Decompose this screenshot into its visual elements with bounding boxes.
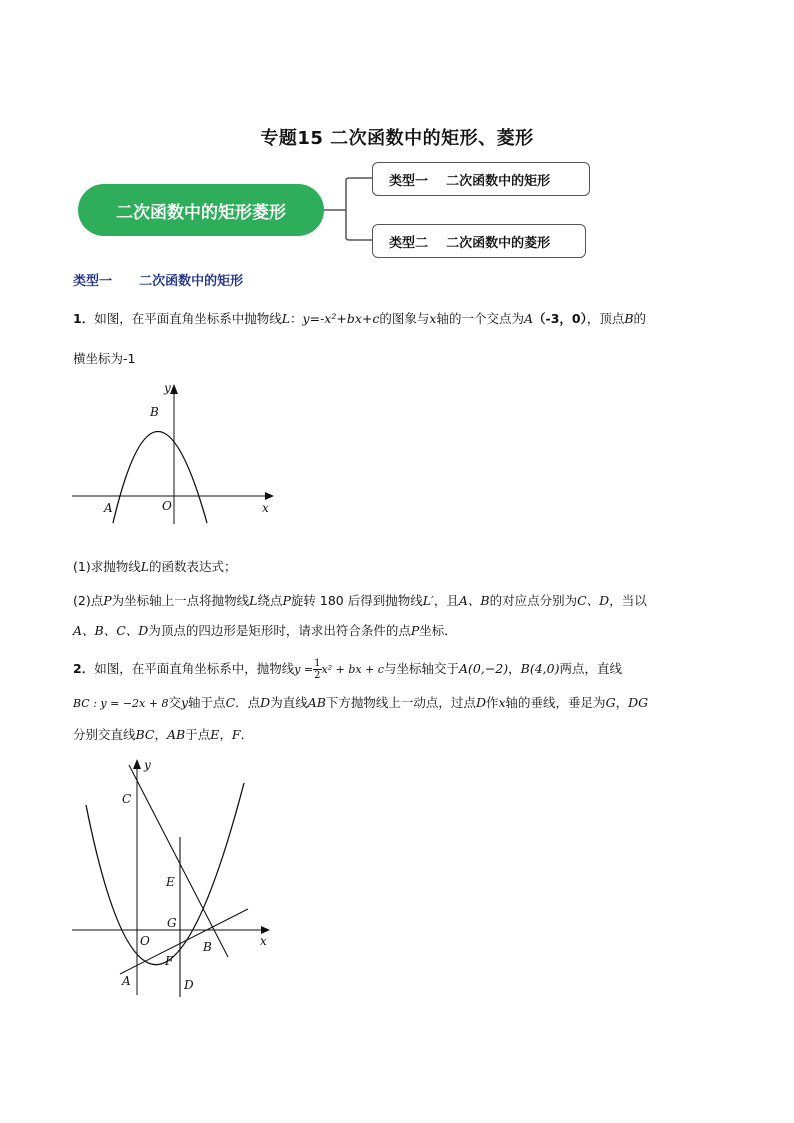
math-ABCD: A、B、C、D xyxy=(73,623,149,638)
text: ， xyxy=(508,661,521,676)
equation-rest: x² + bx + c xyxy=(321,663,384,676)
fig2-label-F: F xyxy=(165,954,174,968)
fig2-label-G: G xyxy=(167,916,177,930)
text: 两点，直线 xyxy=(559,661,622,676)
math-x: x xyxy=(498,695,506,710)
page-title: 专题15 二次函数中的矩形、菱形 xyxy=(260,128,534,149)
problem1-figure xyxy=(60,378,290,528)
text: 的图象与 xyxy=(379,311,430,326)
text: 作 xyxy=(485,695,499,710)
text: 轴的一个交点为 xyxy=(436,311,524,326)
math-EF: E，F xyxy=(210,727,241,742)
math-D: D xyxy=(260,695,271,710)
math-L: L xyxy=(140,559,150,574)
fig1-label-B: B xyxy=(150,405,159,419)
text: ． xyxy=(240,727,254,742)
problem2-statement-line2 xyxy=(73,694,723,713)
point-A: （-3，0） xyxy=(533,311,587,326)
math-C: C xyxy=(225,695,236,710)
text: (2)点 xyxy=(73,593,104,608)
text: 为直线 xyxy=(270,695,308,710)
problem1-statement-line1 xyxy=(73,310,723,328)
fig2-label-C: C xyxy=(122,792,132,806)
fraction-one-half xyxy=(313,658,321,681)
fig2-label-B: B xyxy=(203,940,212,954)
math-L-prime: L′ xyxy=(422,593,434,608)
text: 轴的垂线，垂足为 xyxy=(505,695,606,710)
fig1-label-x: x xyxy=(262,501,269,515)
math-L: L xyxy=(249,593,258,608)
text: 为坐标轴上一点将抛物线 xyxy=(111,593,250,608)
fraction-denominator: 2 xyxy=(314,670,321,681)
text: ，且 xyxy=(433,593,459,608)
fig2-label-x: x xyxy=(260,934,267,948)
fig2-label-D: D xyxy=(184,978,194,992)
text: (1)求抛物线 xyxy=(73,559,141,574)
text: ，当以 xyxy=(609,593,647,608)
fig2-label-O: O xyxy=(140,934,150,948)
math-P: P xyxy=(103,593,112,608)
math-P: P xyxy=(410,623,420,638)
problem1-question2-line1 xyxy=(73,592,723,610)
text: 轴于点 xyxy=(188,695,226,710)
text: 的函数表达式； xyxy=(149,559,237,574)
text: ： xyxy=(290,311,303,326)
text: 绕点 xyxy=(257,593,283,608)
text: 与坐标轴交于 xyxy=(383,661,459,676)
math-y: y xyxy=(180,695,189,710)
section-heading-type1: 类型一 二次函数中的矩形 xyxy=(73,274,244,289)
math-B: B xyxy=(624,311,634,326)
math-D: D xyxy=(475,695,486,710)
text: 坐标． xyxy=(419,623,457,638)
fig2-label-A: A xyxy=(122,974,131,988)
math-L: L xyxy=(281,311,291,326)
math-DG: DG xyxy=(628,695,649,710)
fig1-label-A: A xyxy=(104,501,113,515)
text: ， xyxy=(615,695,629,710)
fraction-numerator: 1 xyxy=(314,658,321,669)
equation: y=-x²+bx+c xyxy=(302,311,380,326)
point-B: B(4,0) xyxy=(520,661,560,676)
math-G: G xyxy=(605,695,616,710)
text: 交 xyxy=(168,695,181,710)
math-CD: C、D xyxy=(577,593,610,608)
text: 分别交直线 xyxy=(73,727,136,742)
math-BC: BC xyxy=(135,727,155,742)
math-AB: AB xyxy=(307,695,326,710)
problem1-statement-line2: 横坐标为-1 xyxy=(73,351,136,366)
problem2-figure xyxy=(60,755,290,1000)
problem1-question1 xyxy=(73,558,723,576)
problem2-statement-line1 xyxy=(73,658,723,681)
text: 的对应点分别为 xyxy=(489,593,578,608)
text: 旋转 180 后得到抛物线 xyxy=(290,593,423,608)
math-AB: A、B xyxy=(458,593,490,608)
fig2-label-E: E xyxy=(166,875,175,889)
math-P: P xyxy=(282,593,291,608)
equation-line-BC: BC : y = −2x + 8 xyxy=(73,697,169,710)
fig1-label-y: y xyxy=(164,381,171,395)
mindmap-root: 二次函数中的矩形菱形 xyxy=(78,184,324,236)
problem2-statement-line3 xyxy=(73,726,723,744)
fig2-label-y: y xyxy=(144,758,151,772)
text: 下方抛物线上一动点，过点 xyxy=(325,695,476,710)
text: 为顶点的四边形是矩形时，请求出符合条件的点 xyxy=(148,623,411,638)
mindmap-branch-type2: 类型二 二次函数中的菱形 xyxy=(372,224,586,258)
point-A: A(0,−2) xyxy=(459,661,509,676)
math-A: A xyxy=(523,311,533,326)
fig1-label-O: O xyxy=(162,499,172,513)
text: ，顶点 xyxy=(586,311,625,326)
text: 如图，在平面直角坐标系中，抛物线 xyxy=(94,661,295,676)
problem1-number: 1． xyxy=(73,311,95,326)
text: 于点 xyxy=(185,727,211,742)
problem1-question2-line2 xyxy=(73,622,723,640)
mindmap-branch-type1: 类型一 二次函数中的矩形 xyxy=(372,162,590,196)
text: ．点 xyxy=(235,695,261,710)
text: ， xyxy=(154,727,168,742)
problem2-number: 2． xyxy=(73,661,95,676)
math-x: x xyxy=(429,311,437,326)
text: 如图，在平面直角坐标系中抛物线 xyxy=(94,311,282,326)
equation-y: y = xyxy=(294,663,314,676)
text: 的 xyxy=(633,311,647,326)
math-AB: AB xyxy=(167,727,186,742)
